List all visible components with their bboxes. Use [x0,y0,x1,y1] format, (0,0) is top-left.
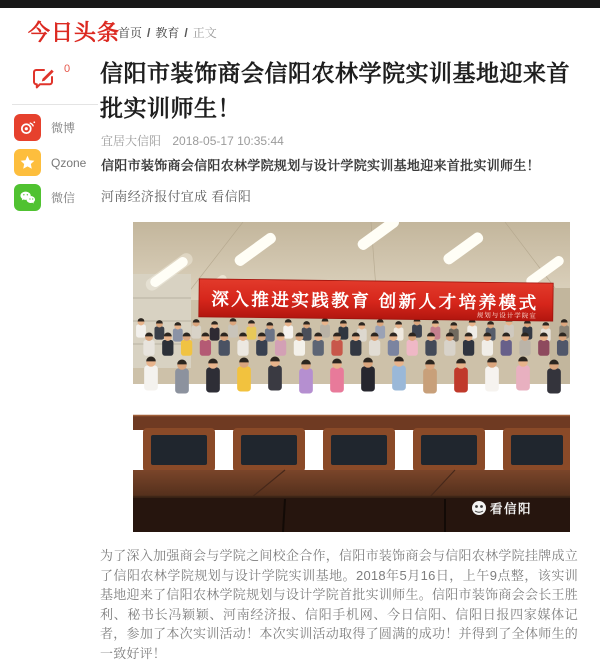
publish-time: 2018-05-17 10:35:44 [172,134,284,148]
top-black-bar [0,0,600,8]
toutiao-logo[interactable]: 今日头条 [28,20,121,45]
site-header [0,8,600,50]
comment-button[interactable] [30,64,76,98]
breadcrumb-home[interactable]: 首页 [118,26,143,40]
wechat-icon [14,184,41,211]
watermark [472,501,532,516]
reporter-line: 河南经济报付宜成 看信阳 [101,189,252,204]
breadcrumb-current: 正文 [192,26,217,40]
banner-subtext: 规划与设计学院宣 [476,312,537,320]
article-body: 为了深入加强商会与学院之间校企合作，信阳市装饰商会与信阳农林学院挂牌成立了信阳农林学院规划与设计学院实训基地。2018年5月16日，上午9点整，该实训基地迎来了信阳农林学院规划与设计学院首批实训师生。信阳市装饰商会会长王胜利、秘书长冯颖颖、河南经济报、信阳手机网、今日信阳、信阳日报四家媒体记者，参加了本次实训活动！本次实训活动取得了圆满的成功！并得到了全体师生的一致好评！ [100,548,578,661]
watermark-text: 看信阳 [490,502,533,516]
sidebar-divider [12,104,98,105]
chair [413,428,485,472]
article-photo [133,222,570,532]
article-subtitle: 信阳市装饰商会信阳农林学院规划与设计学院实训基地迎来首批实训师生！ [101,158,540,173]
share-weibo-button[interactable] [14,114,75,141]
share-wechat-label: 微信 [51,191,76,205]
article-title: 信阳市装饰商会信阳农林学院实训基地迎来首批实训师生！ [100,60,570,121]
share-weibo-label: 微博 [51,121,76,135]
share-qzone-button[interactable] [14,149,86,176]
qzone-star-icon [14,149,41,176]
share-qzone-label: Qzone [51,155,87,170]
chair [323,428,395,472]
chair [143,428,215,472]
group-photo-illustration [133,222,570,532]
chair [503,428,570,472]
weibo-icon [14,114,41,141]
chair [233,428,305,472]
write-comment-icon [30,79,58,96]
comment-count: 0 [64,63,71,75]
banner-text: 深入推进实践教育 创新人才培养模式 [211,288,539,313]
breadcrumb-category[interactable]: 教育 [155,26,180,40]
breadcrumb-separator: / [147,26,151,40]
breadcrumb-separator: / [184,26,188,40]
share-wechat-button[interactable] [14,184,75,211]
banner [199,279,553,321]
breadcrumb [118,24,217,41]
article-source[interactable]: 宜居大信阳 [101,134,162,148]
article-byline [101,132,284,149]
